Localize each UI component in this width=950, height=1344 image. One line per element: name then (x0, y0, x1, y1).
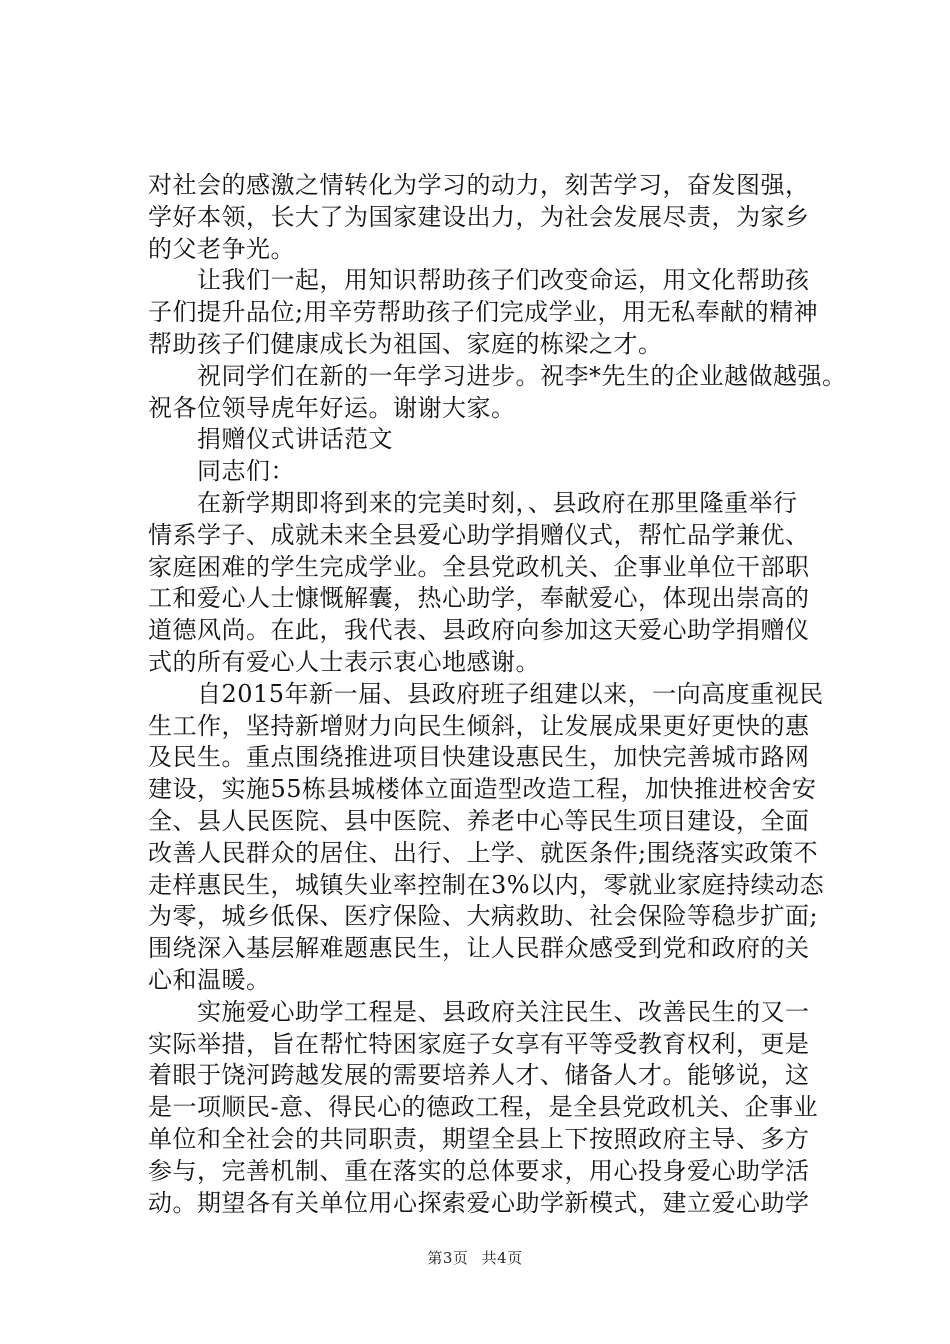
document-body (148, 170, 847, 1219)
text-line: 道德风尚。在此，我代表、县政府向参加这天爱心助学捐赠仪 (148, 616, 810, 645)
text-line: 学好本领，长大了为国家建设出力，为社会发展尽责，为家乡 (148, 202, 810, 231)
text-line: 祝同学们在新的一年学习进步。祝李*先生的企业越做越强。 (148, 361, 847, 390)
text-line: 心和温暖。 (148, 965, 271, 994)
text-line: 改善人民群众的居住、出行、上学、就医条件;围绕落实政策不 (148, 838, 819, 867)
text-line: 是一项顺民-意、得民心的德政工程，是全县党政机关、企事业 (148, 1093, 819, 1122)
text-line: 为零，城乡低保、医疗保险、大病救助、社会保险等稳步扩面; (148, 902, 819, 931)
text-line: 着眼于饶河跨越发展的需要培养人才、储备人才。能够说，这 (148, 1061, 810, 1090)
page-total: 共4页 (481, 1249, 523, 1267)
text-line: 子们提升品位;用辛劳帮助孩子们完成学业，用无私奉献的精神 (148, 298, 819, 327)
text-line: 帮助孩子们健康成长为祖国、家庭的栋梁之才。 (148, 329, 663, 358)
text-line: 建设，实施55栋县城楼体立面造型改造工程，加快推进校舍安 (148, 775, 817, 804)
text-line: 式的所有爱心人士表示衷心地感谢。 (148, 647, 540, 676)
text-line: 情系学子、成就未来全县爱心助学捐赠仪式，帮忙品学兼优、 (148, 520, 810, 549)
text-line: 让我们一起，用知识帮助孩子们改变命运，用文化帮助孩 (148, 266, 810, 295)
text-line: 动。期望各有关单位用心探索爱心助学新模式，建立爱心助学 (148, 1188, 810, 1217)
text-line: 在新学期即将到来的完美时刻，、县政府在那里隆重举行 (148, 488, 798, 517)
text-line: 全、县人民医院、县中医院、养老中心等民生项目建设，全面 (148, 806, 810, 835)
text-line: 家庭困难的学生完成学业。全县党政机关、企事业单位干部职 (148, 552, 810, 581)
text-line: 生工作，坚持新增财力向民生倾斜，让发展成果更好更快的惠 (148, 711, 810, 740)
text-line: 自2015年新一届、县政府班子组建以来，一向高度重视民 (148, 679, 824, 708)
text-line: 捐赠仪式讲话范文 (148, 425, 393, 454)
text-line: 围绕深入基层解难题惠民生，让人民群众感受到党和政府的关 (148, 934, 810, 963)
text-line: 及民生。重点围绕推进项目快建设惠民生，加快完善城市路网 (148, 743, 810, 772)
text-line: 同志们： (148, 457, 295, 486)
text-line: 走样惠民生，城镇失业率控制在3%以内，零就业家庭持续动态 (148, 870, 825, 899)
text-line: 参与，完善机制、重在落实的总体要求，用心投身爱心助学活 (148, 1156, 810, 1185)
page-footer (0, 1247, 950, 1268)
text-line: 工和爱心人士慷慨解囊，热心助学，奉献爱心，体现出崇高的 (148, 584, 810, 613)
text-line: 实施爱心助学工程是、县政府关注民生、改善民生的又一 (148, 997, 810, 1026)
page-number: 第3页 (427, 1249, 469, 1267)
text-line: 单位和全社会的共同职责，期望全县上下按照政府主导、多方 (148, 1124, 810, 1153)
text-line: 的父老争光。 (148, 234, 295, 263)
text-line: 祝各位领导虎年好运。谢谢大家。 (148, 393, 516, 422)
text-line: 实际举措，旨在帮忙特困家庭子女享有平等受教育权利，更是 (148, 1029, 810, 1058)
text-line: 对社会的感激之情转化为学习的动力，刻苦学习，奋发图强， (148, 171, 810, 199)
